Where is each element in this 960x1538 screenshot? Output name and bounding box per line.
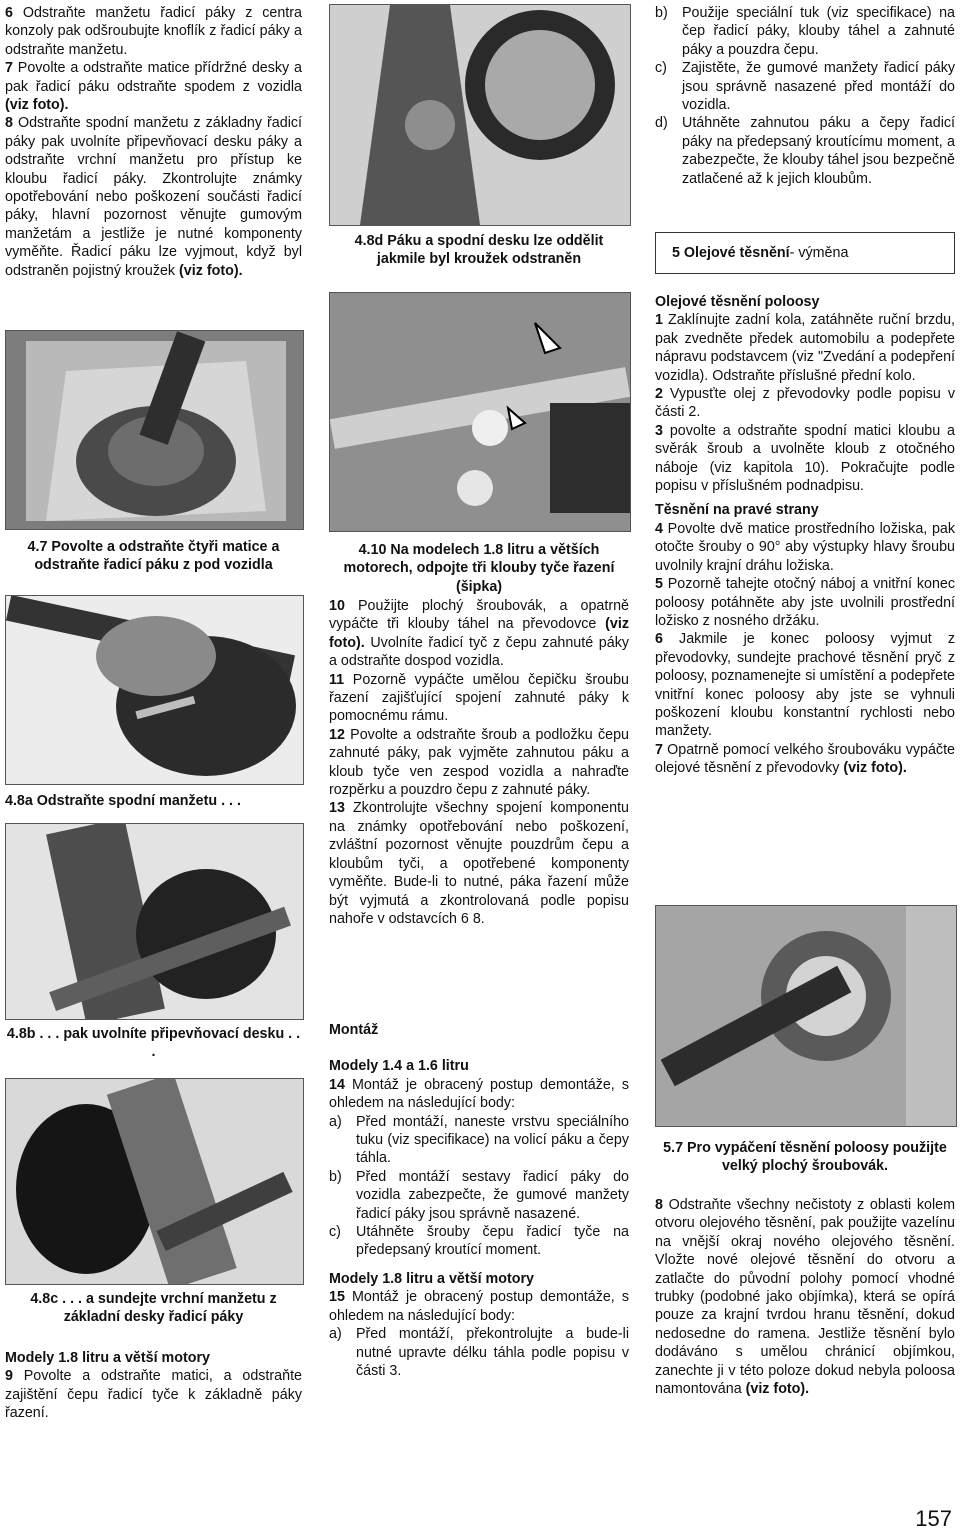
paragraph-8b-block <box>655 1196 955 1398</box>
list-text: Utáhněte zahnutou páku a čepy řadicí páky na předepsaný kroutícímu moment, a zabezpečte, že klouby táhel jsou bezpečně zatlačené až k jejich kloubům. <box>682 115 955 187</box>
paragraph-2 <box>655 385 955 422</box>
para-text: Jakmile je konec poloosy vyjmut z převodovky, sundejte prachové těsnění pryč z poloosy, poznamenejte si umístění a podepřete vnitřní konec poloosy aby jste se vyhnuli poškození kloubu konstantní rychlosti nebo manžety. <box>655 631 955 740</box>
photo-illustration <box>6 1079 303 1284</box>
paragraph-4 <box>655 520 955 575</box>
para-number: 7 <box>655 741 663 758</box>
list-text: Použije speciální tuk (viz specifikace) na čep řadicí páky, klouby táhel a zahnuté páky a pouzdra čepu. <box>682 5 955 58</box>
para-text: Opatrně pomocí velkého šroubováku vypáčte olejové těsnění z převodovky <box>655 741 955 777</box>
list-marker: b) <box>329 1168 342 1185</box>
list-15 <box>329 1325 629 1380</box>
subheading: Modely 1.8 litru a větší motory <box>5 1350 210 1366</box>
photo-illustration <box>6 331 303 529</box>
para-text: povolte a odstraňte spodní matici kloubu a svěrák šroub a uvolněte kloub z otočného náboje (viz kapitola 10). Pokračujte podle popisu v příslušném podnadpisu. <box>655 422 955 495</box>
para-number: 15 <box>329 1289 345 1306</box>
para-text: Pozorně vypáčte umělou čepičku šroubu řazení zajišťující spojení zahnuté páky k pomocnému rámu. <box>329 671 629 725</box>
para-text: Pozorně tahejte otočný náboj a vnitřní konec poloosy potáhněte aby jste uvolnili prostřední ložisko z nosného držáku. <box>655 576 955 629</box>
section-title-suffix: - výměna <box>789 244 849 261</box>
paragraph-10 <box>329 597 629 671</box>
caption-5-7 <box>655 1139 955 1176</box>
section-heading: Montáž <box>329 1022 379 1038</box>
section-models-1-8-col1 <box>5 1349 302 1423</box>
list-item <box>329 1223 629 1260</box>
para-text: Povolte a odstraňte matici, a odstraňte zajištění čepu řadicí tyče k základně páky řazení. <box>5 1368 302 1422</box>
para-text: Montáž je obracený postup demontáže, s ohledem na následující body: <box>329 1289 629 1324</box>
para-number: 8 <box>655 1197 663 1213</box>
para-number: 12 <box>329 726 345 743</box>
paragraph-7b <box>655 741 955 778</box>
subheading: Modely 1.8 litru a větší motory <box>329 1270 534 1287</box>
list-text: Před montáží, naneste vrstvu speciálního tuku (viz specifikace) na volicí páku a čepy táhla. <box>356 1113 629 1167</box>
caption-text: 4.8c . . . a sundejte vrchní manžetu z základní desky řadicí páky <box>30 1291 277 1326</box>
para-number: 6 <box>5 5 13 21</box>
photo-illustration <box>330 5 630 225</box>
photo-illustration <box>6 596 303 784</box>
column-1 <box>5 4 302 280</box>
paragraph-6 <box>5 4 302 59</box>
para-text: Zaklínujte zadní kola, zatáhněte ruční brzdu, pak zvedněte předek automobilu a podepřete nápravu podstavcem (viz "Zvedání a podepření vozidla). Odstraňte příslušné přední kolo. <box>655 312 955 384</box>
page-number: 157 <box>915 1506 952 1531</box>
photo-4-8b-mounting-plate <box>5 823 304 1020</box>
para-number: 9 <box>5 1368 13 1385</box>
list-text: Zajistěte, že gumové manžety řadicí páky jsou správně nasazené před montáží do vozidla. <box>682 60 955 114</box>
caption-4-7 <box>5 538 302 575</box>
caption-text: 5.7 Pro vypáčení těsnění poloosy použijte velký plochý šroubovák. <box>663 1140 947 1175</box>
para-number: 14 <box>329 1076 345 1093</box>
para-text: Uvolníte řadicí tyč z čepu zahnuté páky a odstraňte dospod vozidla. <box>329 634 629 670</box>
paragraph-15 <box>329 1288 629 1325</box>
para-text: Odstraňte všechny nečistoty z oblasti kolem otvoru olejového těsnění, pak použijte vazelínu na vnější okraj nového olejového těsnění. Vložte nové olejové těsnění do otvoru a zatlačte do původní polohy pomocí vhodné trubky (podobné jako objímka), která se opírá pouze za krajní tvrdou hranu těsnění, dokud nedosedne do ramena. Jestliže těsnění bylo dodáváno s umělou chránicí objímkou, zanechte ji v této poloze dokud nebyla poloosa namontována <box>655 1197 955 1398</box>
paragraph-7 <box>5 59 302 114</box>
paragraph-5 <box>655 575 955 630</box>
para-text: Použijte plochý šroubovák, a opatrně vypáčte tři klouby táhel na převodovce <box>329 598 629 633</box>
para-text: Montáž je obracený postup demontáže, s ohledem na následující body: <box>329 1076 629 1112</box>
para-number: 5 <box>655 576 663 593</box>
para-number: 13 <box>329 800 345 817</box>
photo-4-8a-lower-boot <box>5 595 304 785</box>
spacer <box>329 1039 629 1057</box>
para-number: 10 <box>329 598 345 614</box>
column-2-paragraphs <box>329 597 629 928</box>
para-text: Povolte dvě matice prostředního ložiska, pak otočte šrouby o 90° aby výstupky hlavy šroubu uvolnily krajní dráhu ložiska. <box>655 520 955 574</box>
paragraph-8b <box>655 1196 955 1398</box>
paragraph-13 <box>329 799 629 928</box>
caption-text: 4.8b . . . pak uvolníte připevňovací desku . . . <box>6 1026 301 1061</box>
para-text: Odstraňte manžetu řadicí páky z centra konzoly pak odšroubujte knoflík z řadicí páky a odstraňte manžetu. <box>5 5 302 58</box>
para-text: Povolte a odstraňte šroub a podložku čepu zahnuté páky, pak vyjměte zahnutou páku a kloub tyče ven zespod vozidla a nahraďte rozpěrku a pouzdro čepu z zahnuté páky. <box>329 726 629 799</box>
caption-text: 4.8a Odstraňte spodní manžetu . . . <box>5 793 241 809</box>
paragraph-6b <box>655 630 955 740</box>
list-marker: c) <box>655 60 667 77</box>
list-marker: c) <box>329 1224 341 1241</box>
para-number: 3 <box>655 422 663 439</box>
list-text: Před montáží sestavy řadicí páky do vozidla zabezpečte, že gumové manžety řadicí páky jsou správně nasazené. <box>356 1168 629 1222</box>
photo-illustration <box>6 824 303 1019</box>
list-item <box>655 114 955 188</box>
paragraph-11 <box>329 671 629 726</box>
photo-4-8c-upper-boot <box>5 1078 304 1285</box>
section-title-box <box>655 232 955 274</box>
list-item <box>329 1168 629 1223</box>
para-number: 1 <box>655 312 663 329</box>
photo-illustration <box>656 906 956 1126</box>
caption-text: 4.8d Páku a spodní desku lze oddělit jakmile byl kroužek odstraněn <box>354 233 604 268</box>
para-number: 11 <box>329 671 345 688</box>
para-number: 7 <box>5 60 13 77</box>
caption-4-8a <box>5 792 302 810</box>
para-number: 6 <box>655 631 663 648</box>
subheading: Těsnění na pravé strany <box>655 502 819 519</box>
paragraph-1 <box>655 311 955 385</box>
paragraph-8 <box>5 114 302 280</box>
para-number: 8 <box>5 115 13 132</box>
list-top <box>655 4 955 188</box>
list-text: Utáhněte šrouby čepu řadicí tyče na předepsaný kroutící moment. <box>356 1224 629 1259</box>
photo-reference: (viz foto). <box>745 1381 810 1398</box>
caption-text: 4.7 Povolte a odstraňte čtyři matice a odstraňte řadicí páku z pod vozidla <box>27 539 280 574</box>
column-3-list <box>655 4 955 188</box>
list-item <box>655 4 955 59</box>
photo-reference: (viz foto). <box>179 262 243 279</box>
caption-text: 4.10 Na modelech 1.8 litru a větších motorech, odpojte tři klouby tyče řazení (šipka) <box>343 542 615 595</box>
photo-reference: (viz foto). <box>329 616 629 651</box>
paragraph-3 <box>655 422 955 496</box>
para-number: 2 <box>655 386 663 403</box>
photo-4-10-shift-rod-joints <box>329 292 631 532</box>
column-3-body <box>655 293 955 778</box>
list-item <box>329 1325 629 1380</box>
list-marker: b) <box>655 5 668 21</box>
subheading: Modely 1.4 a 1.6 litru <box>329 1058 469 1075</box>
photo-reference: (viz foto). <box>843 760 907 777</box>
caption-4-8d <box>329 232 629 269</box>
spacer <box>329 1260 629 1270</box>
list-item <box>329 1113 629 1168</box>
photo-4-7-gear-lever-boot <box>5 330 304 530</box>
photo-reference: (viz foto). <box>5 97 69 114</box>
photo-illustration <box>330 293 630 531</box>
para-text: Odstraňte spodní manžetu z základny řadicí páky pak uvolníte připevňovací desku páky a odstraňte vrchní manžetu pro přístup ke kloubu řadicí páky. Zkontrolujte známky opotřebování nebo poškození součásti řadicí páky, hlavní pozornost věnujte gumovým manžetám a jestliže je nutné komponenty vyměňte. Řadicí páku lze vyjmout, když byl odstraněn pojistný kroužek <box>5 115 302 279</box>
para-text: Vypusťte olej z převodovky podle popisu v části 2. <box>655 386 955 421</box>
list-14 <box>329 1113 629 1260</box>
paragraph-9 <box>5 1367 302 1422</box>
photo-5-7-prying-seal <box>655 905 957 1127</box>
subheading: Olejové těsnění poloosy <box>655 294 820 310</box>
section-title: 5 Olejové těsnění <box>672 244 790 261</box>
paragraph-12 <box>329 726 629 800</box>
caption-4-10 <box>329 541 629 596</box>
list-marker: a) <box>329 1326 342 1343</box>
caption-4-8b <box>5 1025 302 1062</box>
para-number: 4 <box>655 520 663 537</box>
para-text: Povolte a odstraňte matice přídržné desky a pak řadicí páku odstraňte spodem z vozidla <box>5 60 302 95</box>
list-item <box>655 59 955 114</box>
para-text: Zkontrolujte všechny spojení komponentu na známky opotřebování nebo poškození, zvláštní pozornost věnujte pouzdrům čepu a kloubům tyči, a opotřebené komponenty vyměňte. Bude-li to nutné, páka řazení může být vyjmutá a zkontrolovaná podle popisu nahoře v odstavcích 6 8. <box>329 800 629 927</box>
list-text: Před montáží, překontrolujte a bude-li nutné upravte délku táhla podle popisu v části 3. <box>356 1326 629 1379</box>
list-marker: d) <box>655 115 668 132</box>
caption-4-8c <box>5 1290 302 1327</box>
section-montaz <box>329 1021 629 1380</box>
photo-4-8d-lever-separated <box>329 4 631 226</box>
paragraph-14 <box>329 1076 629 1113</box>
list-marker: a) <box>329 1113 342 1130</box>
